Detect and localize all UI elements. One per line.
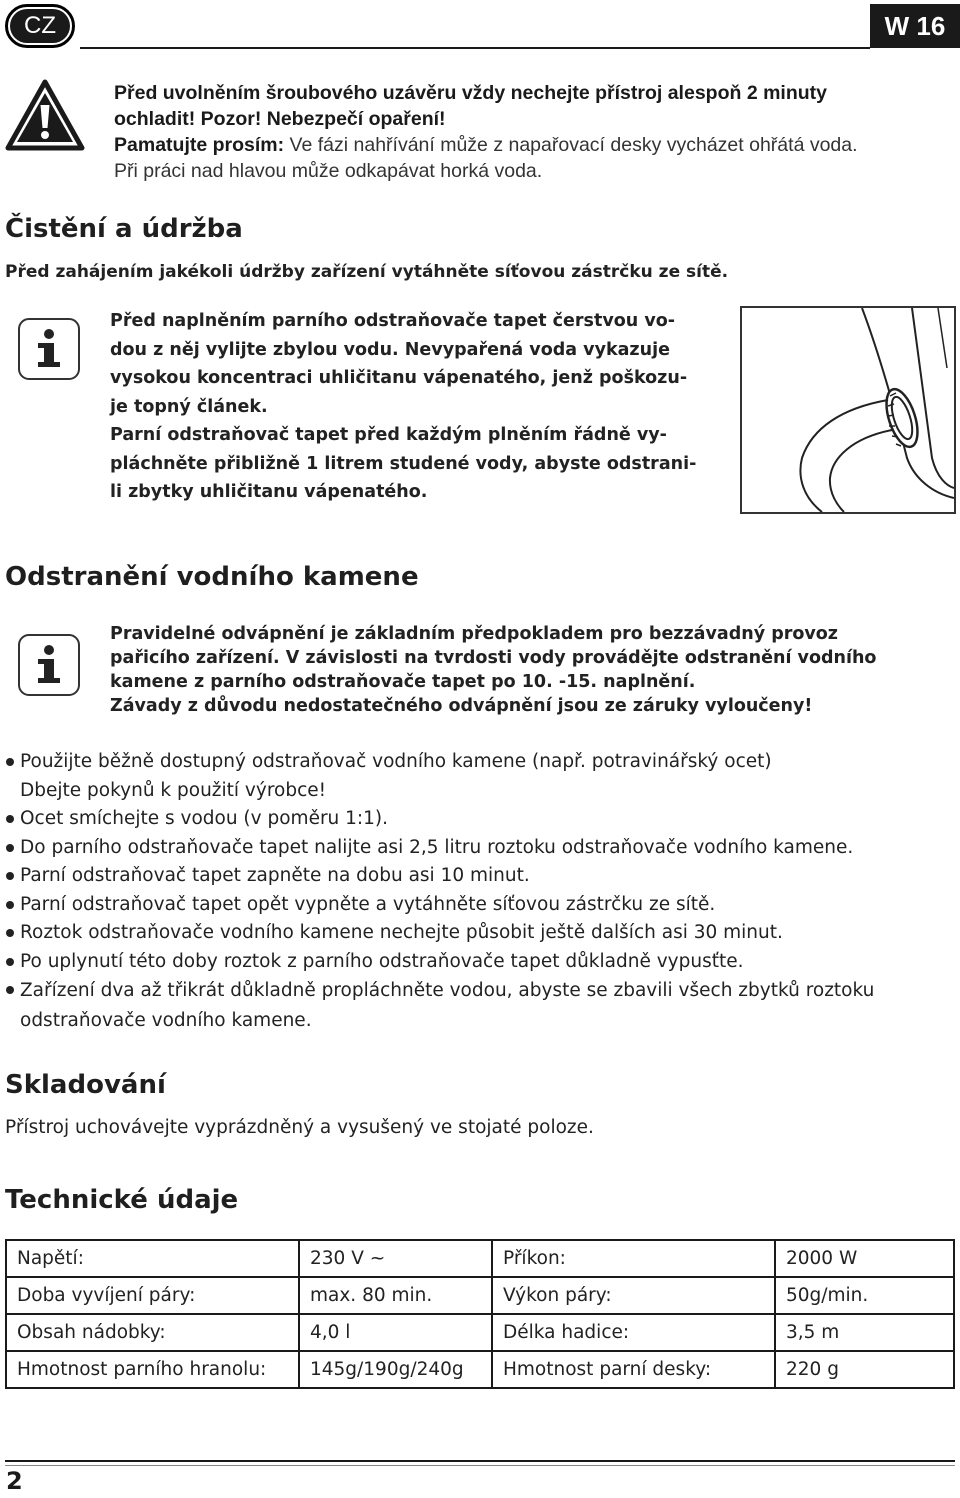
descaling-info-line: Závady z důvodu nedostatečného odvápnění jsou ze záruky vyloučeny! <box>110 696 813 716</box>
list-item <box>6 805 956 834</box>
step-text: Parní odstraňovač tapet zapněte na dobu asi 10 minut. <box>20 865 530 886</box>
warning-line-4: Při práci nad hlavou může odkapávat horká voda. <box>114 160 543 182</box>
descaling-info-line: kamene z parního odstraňovače tapet po 10. -15. naplnění. <box>110 672 696 692</box>
spec-label: Délka hadice: <box>492 1314 775 1351</box>
step-text: Parní odstraňovač tapet opět vypněte a vytáhněte síťovou zástrčku ze sítě. <box>20 893 716 915</box>
steam-nozzle-illustration <box>742 308 954 512</box>
spec-value: max. 80 min. <box>299 1277 492 1314</box>
cleaning-info-line: pláchněte přibližně 1 litrem studené vody, abyste odstrani- <box>110 453 697 474</box>
list-item <box>6 891 956 920</box>
step-text-continued: Dbejte pokynů k použití výrobce! <box>20 779 327 801</box>
spec-value: 4,0 l <box>299 1314 492 1351</box>
spec-value: 145g/190g/240g <box>299 1351 492 1388</box>
info-icon <box>18 318 80 380</box>
storage-text: Přístroj uchovávejte vyprázdněný a vysušený ve stojaté poloze. <box>5 1117 594 1138</box>
table-row <box>6 1314 954 1351</box>
cleaning-info-line: Před naplněním parního odstraňovače tapet čerstvou vo- <box>110 311 676 331</box>
warning-icon <box>4 78 86 152</box>
language-badge <box>5 4 75 48</box>
spec-value: 3,5 m <box>775 1314 954 1351</box>
list-item <box>6 748 956 805</box>
cleaning-info-line: dou z něj vylijte zbylou vodu. Nevypařená voda vykazuje <box>110 339 670 360</box>
spec-value: 230 V ~ <box>299 1240 492 1277</box>
page-number: 2 <box>6 1467 23 1495</box>
step-text: Zařízení dva až třikrát důkladně propláchněte vodou, abyste se zbavili všech zbytků roztoku <box>20 980 875 1001</box>
list-item <box>6 919 956 948</box>
spec-label: Příkon: <box>492 1240 775 1277</box>
warning-note-label: Pamatujte prosím: <box>114 134 285 156</box>
spec-value: 220 g <box>775 1351 954 1388</box>
step-text: Do parního odstraňovače tapet nalijte asi 2,5 litru roztoku odstraňovače vodního kamene. <box>20 836 854 858</box>
cleaning-info-line: vysokou koncentraci uhličitanu vápenatého, jenž poškozu- <box>110 368 688 388</box>
step-text-continued: odstraňovače vodního kamene. <box>20 1010 312 1031</box>
list-item <box>6 948 956 977</box>
descaling-info-line: Pravidelné odvápnění je základním předpokladem pro bezzávadný provoz <box>110 624 838 644</box>
warning-note-text: Ve fázi nahřívání může z napařovací desky vycházet ohřátá voda. <box>284 134 858 156</box>
step-text: Ocet smíchejte s vodou (v poměru 1:1). <box>20 808 389 829</box>
language-code: CZ <box>10 9 70 43</box>
spec-label: Napětí: <box>6 1240 299 1277</box>
step-text: Po uplynutí této doby roztok z parního odstraňovače tapet důkladně vypusťte. <box>20 950 744 972</box>
specs-title: Technické údaje <box>5 1185 239 1215</box>
footer-rule-thin <box>5 1465 955 1466</box>
footer-rule <box>5 1460 955 1462</box>
descaling-info-line: pařicího zařízení. V závislosti na tvrdosti vody provádějte odstranění vodního <box>110 648 877 668</box>
specs-table <box>5 1239 955 1389</box>
device-illustration <box>740 306 956 514</box>
warning-line-1: Před uvolněním šroubového uzávěru vždy nechejte přístroj alespoň 2 minuty <box>114 82 827 104</box>
info-icon <box>18 634 80 696</box>
spec-label: Doba vyvíjení páry: <box>6 1277 299 1314</box>
step-text: Použijte běžně dostupný odstraňovač vodního kamene (např. potravinářský ocet) <box>20 751 772 772</box>
list-item <box>6 862 956 891</box>
cleaning-title: Čistění a údržba <box>5 214 243 244</box>
spec-label: Výkon páry: <box>492 1277 775 1314</box>
cleaning-info-line: li zbytky uhličitanu vápenatého. <box>110 482 428 502</box>
cleaning-info-line: Parní odstraňovač tapet před každým plněním řádně vy- <box>110 425 667 445</box>
descaling-steps <box>6 748 956 1036</box>
table-row <box>6 1277 954 1314</box>
cleaning-info-line: je topný článek. <box>110 396 268 417</box>
spec-value: 50g/min. <box>775 1277 954 1314</box>
list-item <box>6 834 956 863</box>
spec-label: Hmotnost parní desky: <box>492 1351 775 1388</box>
spec-label: Obsah nádobky: <box>6 1314 299 1351</box>
spec-label: Hmotnost parního hranolu: <box>6 1351 299 1388</box>
cleaning-intro: Před zahájením jakékoli údržby zařízení vytáhněte síťovou zástrčku ze sítě. <box>5 262 729 282</box>
table-row <box>6 1240 954 1277</box>
spec-value: 2000 W <box>775 1240 954 1277</box>
descaling-info-text <box>110 622 876 718</box>
descaling-title: Odstranění vodního kamene <box>5 562 419 592</box>
list-item <box>6 976 956 1036</box>
header-rule <box>80 47 870 49</box>
step-text: Roztok odstraňovače vodního kamene nechejte působit ještě dalších asi 30 minut. <box>20 922 783 943</box>
warning-line-2: ochladit! Pozor! Nebezpečí opaření! <box>114 108 446 130</box>
table-row <box>6 1351 954 1388</box>
cleaning-info-text <box>110 307 696 507</box>
page-code: W 16 <box>870 4 960 48</box>
warning-text <box>114 80 954 184</box>
storage-title: Skladování <box>5 1070 166 1100</box>
